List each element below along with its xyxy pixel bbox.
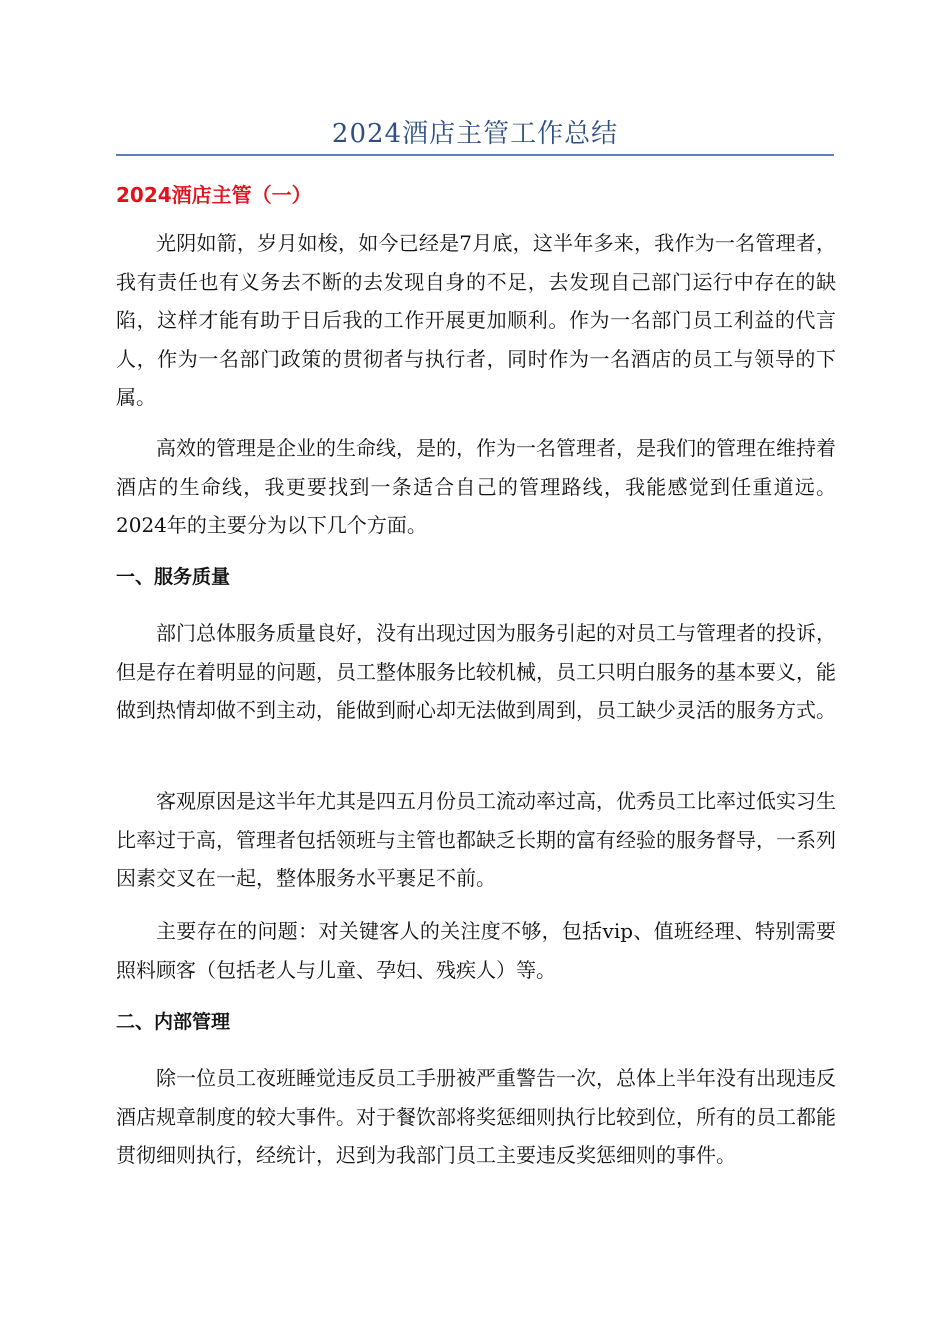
section-heading-internal-management: 二、内部管理 <box>116 1011 231 1033</box>
intro-paragraph-2: 高效的管理是企业的生命线，是的，作为一名管理者，是我们的管理在维持着酒店的生命线，我更要找到一条适合自己的管理路线，我能感觉到任重道远。2024年的主要分为以下几个方面。 <box>116 436 836 537</box>
subtitle-heading: 2024酒店主管（一） <box>116 183 312 207</box>
section-heading-service-quality: 一、服务质量 <box>116 566 231 588</box>
document-title: 2024酒店主管工作总结 <box>331 119 619 149</box>
service-quality-paragraph-3: 主要存在的问题：对关键客人的关注度不够，包括vip、值班经理、特别需要照料顾客（包括老人与儿童、孕妇、残疾人）等。 <box>116 919 836 982</box>
service-quality-paragraph-1: 部门总体服务质量良好，没有出现过因为服务引起的对员工与管理者的投诉，但是存在着明显的问题，员工整体服务比较机械，员工只明白服务的基本要义，能做到热情却做不到主动，能做到耐心却无法做到周到，员工缺少灵活的服务方式。 <box>116 621 836 722</box>
internal-management-paragraph-1: 除一位员工夜班睡觉违反员工手册被严重警告一次，总体上半年没有出现违反酒店规章制度的较大事件。对于餐饮部将奖惩细则执行比较到位，所有的员工都能贯彻细则执行，经统计，迟到为我部门员工主要违反奖惩细则的事件。 <box>116 1066 836 1167</box>
service-quality-paragraph-2: 客观原因是这半年尤其是四五月份员工流动率过高，优秀员工比率过低实习生比率过于高，管理者包括领班与主管也都缺乏长期的富有经验的服务督导，一系列因素交叉在一起，整体服务水平裹足不前。 <box>116 789 836 890</box>
title-divider <box>116 154 834 156</box>
intro-paragraph-1: 光阴如箭，岁月如梭，如今已经是7月底，这半年多来，我作为一名管理者，我有责任也有义务去不断的去发现自身的不足，去发现自己部门运行中存在的缺陷，这样才能有助于日后我的工作开展更加顺利。作为一名部门员工利益的代言人，作为一名部门政策的贯彻者与执行者，同时作为一名酒店的员工与领导的下属。 <box>116 231 836 409</box>
